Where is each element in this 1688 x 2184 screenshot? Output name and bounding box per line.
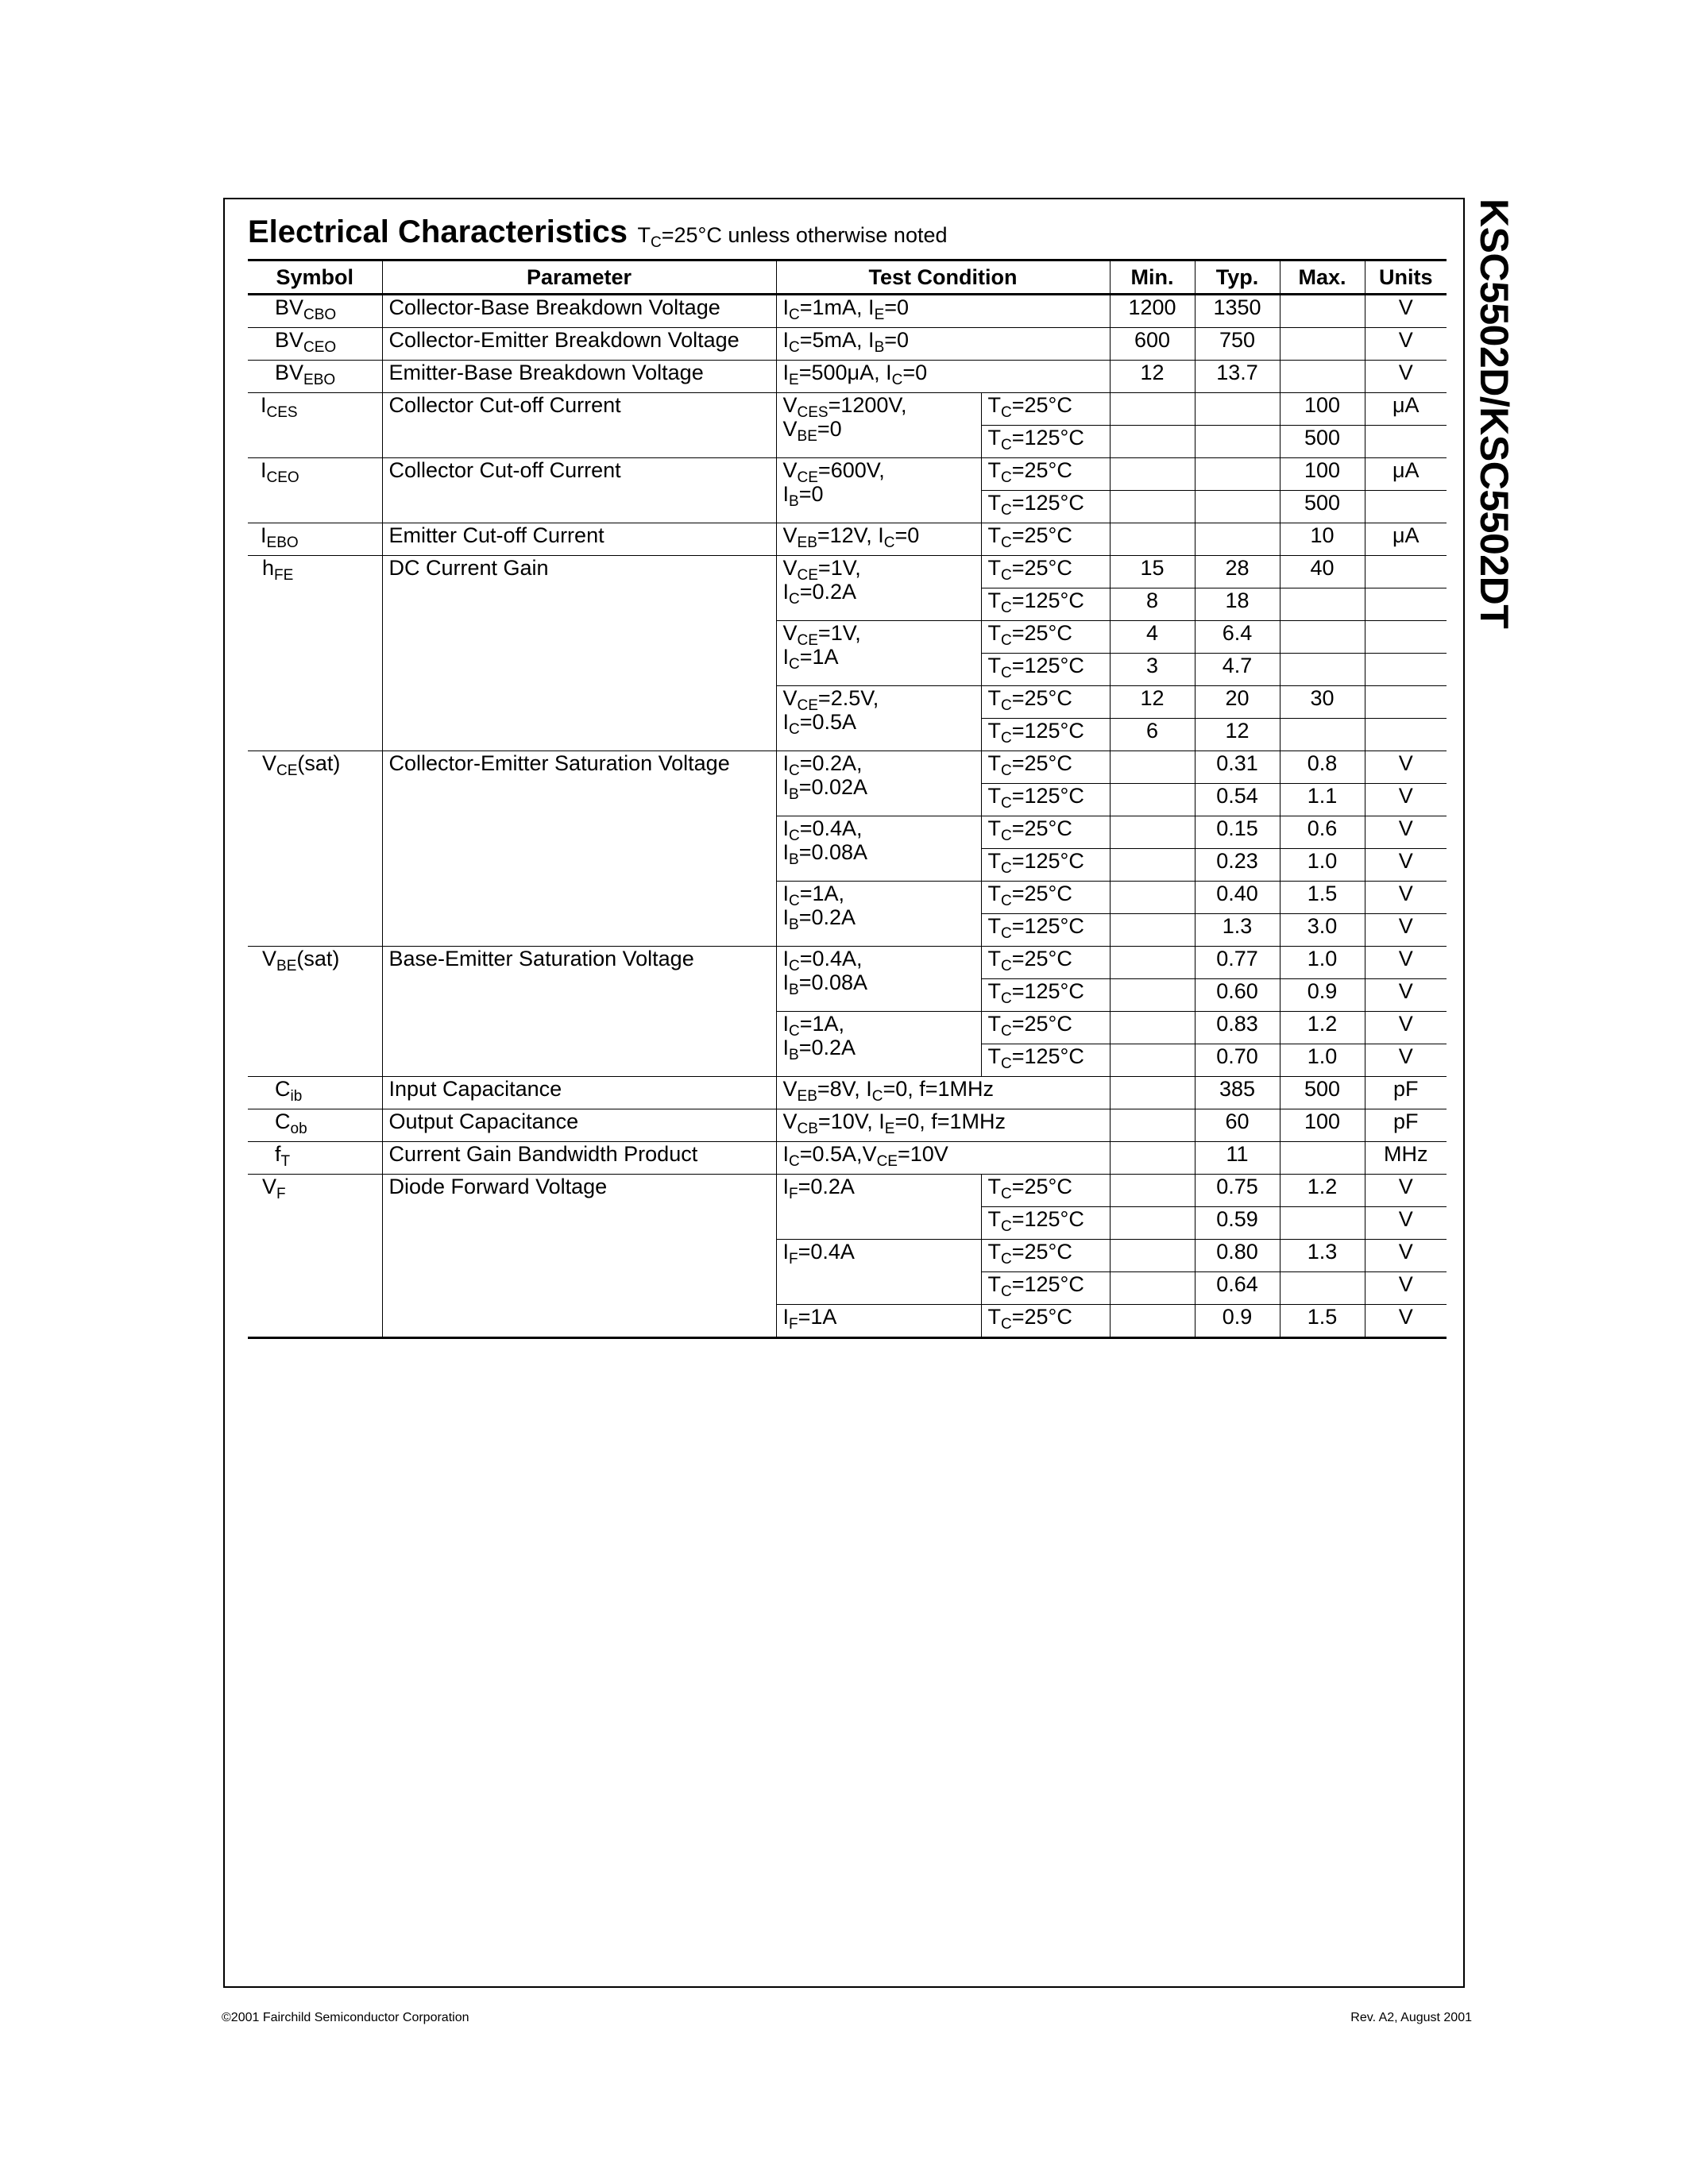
min-value [1110,1077,1195,1109]
unit-value: pF [1365,1109,1447,1142]
unit-value [1365,719,1447,751]
test-condition: $V_{EB}=12V$, $I_C=0$ [776,523,981,556]
typ-value: 11 [1195,1142,1280,1175]
unit-value: μA [1365,523,1447,556]
test-condition: $I_C=1A$, $I_B=0.2A$ [776,882,981,947]
symbol-cell: $h_{FE}$ [248,556,382,751]
table-row [248,947,1447,979]
temperature-condition: $T_C=25^\circ C$ [981,1175,1110,1207]
unit-value: V [1365,784,1447,816]
test-condition: $I_C=0.2A$, $I_B=0.02A$ [776,751,981,816]
parameter-cell: Diode Forward Voltage [382,1175,776,1338]
temperature-condition: $T_C=125^\circ C$ [981,979,1110,1012]
min-value [1110,784,1195,816]
symbol-cell: $I_{CES}$ [248,393,382,458]
table-row [248,1109,1447,1142]
parameter-cell: Emitter-Base Breakdown Voltage [382,361,776,393]
test-condition: $V_{CB}=10V$, $I_E=0$, f=1MHz [776,1109,1110,1142]
unit-value: V [1365,816,1447,849]
max-value: 10 [1280,523,1365,556]
typ-value: 0.83 [1195,1012,1280,1044]
min-value: 6 [1110,719,1195,751]
typ-value: 0.31 [1195,751,1280,784]
max-value: 1.0 [1280,947,1365,979]
table-row [248,458,1447,491]
unit-value: V [1365,328,1447,361]
temperature-condition: $T_C=25^\circ C$ [981,751,1110,784]
section-title [248,214,948,250]
typ-value: 18 [1195,588,1280,621]
typ-value: 0.59 [1195,1207,1280,1240]
table-row [248,393,1447,426]
header-symbol: Symbol [248,260,382,295]
symbol-cell: $I_{CEO}$ [248,458,382,523]
typ-value [1195,523,1280,556]
max-value [1280,621,1365,654]
test-condition: $V_{CE}=2.5V$, $I_C=0.5A$ [776,686,981,751]
temperature-condition: $T_C=25^\circ C$ [981,621,1110,654]
min-value [1110,1207,1195,1240]
symbol-cell: $V_{BE}(sat)$ [248,947,382,1077]
table-row [248,556,1447,588]
max-value [1280,1272,1365,1305]
min-value [1110,1012,1195,1044]
test-condition: $I_C=0.5A,V_{CE}=10V$ [776,1142,1110,1175]
max-value: 1.0 [1280,849,1365,882]
table-row [248,751,1447,784]
temperature-condition: $T_C=125^\circ C$ [981,719,1110,751]
parameter-cell: Collector-Emitter Saturation Voltage [382,751,776,947]
typ-value: 4.7 [1195,654,1280,686]
table-body [248,295,1447,1338]
part-number-side-title: KSC5502D/KSC5502DT [1472,199,1516,629]
unit-value: V [1365,947,1447,979]
typ-value: 0.9 [1195,1305,1280,1338]
typ-value [1195,426,1280,458]
typ-value: 385 [1195,1077,1280,1109]
max-value: 100 [1280,393,1365,426]
unit-value: pF [1365,1077,1447,1109]
max-value [1280,328,1365,361]
max-value [1280,1142,1365,1175]
parameter-cell: DC Current Gain [382,556,776,751]
temperature-condition: $T_C=125^\circ C$ [981,1044,1110,1077]
test-condition: $I_C=1mA$, $I_E=0$ [776,295,1110,328]
max-value: 1.5 [1280,1305,1365,1338]
parameter-cell: Input Capacitance [382,1077,776,1109]
parameter-cell: Collector Cut-off Current [382,458,776,523]
min-value: 1200 [1110,295,1195,328]
max-value: 500 [1280,1077,1365,1109]
symbol-cell: $V_F$ [248,1175,382,1338]
test-condition: $V_{CE}=1V$, $I_C=1A$ [776,621,981,686]
typ-value: 0.64 [1195,1272,1280,1305]
unit-value: V [1365,849,1447,882]
typ-value: 0.54 [1195,784,1280,816]
min-value [1110,1240,1195,1272]
typ-value: 750 [1195,328,1280,361]
min-value [1110,914,1195,947]
max-value: 100 [1280,1109,1365,1142]
temperature-condition: $T_C=125^\circ C$ [981,491,1110,523]
test-condition: $V_{CES}=1200V$, $V_{BE}=0$ [776,393,981,458]
min-value [1110,1142,1195,1175]
symbol-cell: $f_T$ [248,1142,382,1175]
test-condition: $I_F=0.2A$ [776,1175,981,1240]
header-min: Min. [1110,260,1195,295]
temperature-condition: $T_C=125^\circ C$ [981,784,1110,816]
unit-value: V [1365,361,1447,393]
temperature-condition: $T_C=125^\circ C$ [981,849,1110,882]
section-title-text: Electrical Characteristics [248,214,628,249]
unit-value [1365,654,1447,686]
temperature-condition: $T_C=25^\circ C$ [981,947,1110,979]
unit-value: V [1365,882,1447,914]
typ-value: 0.80 [1195,1240,1280,1272]
min-value [1110,1109,1195,1142]
temperature-condition: $T_C=25^\circ C$ [981,523,1110,556]
min-value: 12 [1110,686,1195,719]
table-row [248,328,1447,361]
typ-value: 20 [1195,686,1280,719]
unit-value: V [1365,1012,1447,1044]
test-condition: $I_C=1A$, $I_B=0.2A$ [776,1012,981,1077]
symbol-cell: $I_{EBO}$ [248,523,382,556]
min-value: 8 [1110,588,1195,621]
typ-value: 0.15 [1195,816,1280,849]
parameter-cell: Collector-Base Breakdown Voltage [382,295,776,328]
temperature-condition: $T_C=125^\circ C$ [981,914,1110,947]
unit-value: V [1365,1207,1447,1240]
typ-value [1195,393,1280,426]
max-value: 30 [1280,686,1365,719]
test-condition: $V_{CE}=600V$, $I_B=0$ [776,458,981,523]
temperature-condition: $T_C=25^\circ C$ [981,393,1110,426]
temperature-condition: $T_C=125^\circ C$ [981,426,1110,458]
parameter-cell: Output Capacitance [382,1109,776,1142]
header-typ: Typ. [1195,260,1280,295]
footer-copyright: ©2001 Fairchild Semiconductor Corporation [222,2011,469,2024]
test-condition: $I_F=0.4A$ [776,1240,981,1305]
parameter-cell: Current Gain Bandwidth Product [382,1142,776,1175]
max-value [1280,588,1365,621]
min-value [1110,849,1195,882]
min-value [1110,1305,1195,1338]
table-row [248,1175,1447,1207]
min-value [1110,426,1195,458]
header-max: Max. [1280,260,1365,295]
min-value: 12 [1110,361,1195,393]
max-value: 500 [1280,426,1365,458]
symbol-cell: $BV_{CBO}$ [248,295,382,328]
symbol-cell: $V_{CE}(sat)$ [248,751,382,947]
temperature-condition: $T_C=25^\circ C$ [981,816,1110,849]
unit-value [1365,588,1447,621]
test-condition: $I_C=0.4A$, $I_B=0.08A$ [776,816,981,882]
unit-value: μA [1365,458,1447,491]
temperature-condition: $T_C=25^\circ C$ [981,556,1110,588]
temperature-condition: $T_C=25^\circ C$ [981,1012,1110,1044]
min-value [1110,1175,1195,1207]
typ-value: 12 [1195,719,1280,751]
temperature-condition: $T_C=125^\circ C$ [981,1207,1110,1240]
table-header-row [248,260,1447,295]
unit-value: μA [1365,393,1447,426]
symbol-cell: $BV_{EBO}$ [248,361,382,393]
max-value: 0.8 [1280,751,1365,784]
test-condition: $I_C=5mA$, $I_B=0$ [776,328,1110,361]
max-value: 1.3 [1280,1240,1365,1272]
min-value [1110,523,1195,556]
symbol-cell: $C_{ib}$ [248,1077,382,1109]
min-value [1110,816,1195,849]
min-value [1110,882,1195,914]
max-value [1280,719,1365,751]
section-title-note: $T_C=25^\circ C$ unless otherwise noted [637,223,948,251]
max-value: 3.0 [1280,914,1365,947]
unit-value: V [1365,295,1447,328]
min-value: 15 [1110,556,1195,588]
parameter-cell: Base-Emitter Saturation Voltage [382,947,776,1077]
unit-value: V [1365,751,1447,784]
max-value: 1.2 [1280,1175,1365,1207]
table-row [248,361,1447,393]
test-condition: $V_{CE}=1V$, $I_C=0.2A$ [776,556,981,621]
temperature-condition: $T_C=25^\circ C$ [981,686,1110,719]
parameter-cell: Emitter Cut-off Current [382,523,776,556]
typ-value: 60 [1195,1109,1280,1142]
min-value [1110,491,1195,523]
table-row [248,1077,1447,1109]
min-value [1110,979,1195,1012]
max-value: 0.9 [1280,979,1365,1012]
typ-value: 0.23 [1195,849,1280,882]
typ-value [1195,491,1280,523]
typ-value: 1.3 [1195,914,1280,947]
unit-value [1365,621,1447,654]
symbol-cell: $BV_{CEO}$ [248,328,382,361]
symbol-cell: $C_{ob}$ [248,1109,382,1142]
max-value: 40 [1280,556,1365,588]
temperature-condition: $T_C=125^\circ C$ [981,1272,1110,1305]
min-value: 600 [1110,328,1195,361]
unit-value: V [1365,1272,1447,1305]
unit-value [1365,556,1447,588]
typ-value: 13.7 [1195,361,1280,393]
min-value [1110,1272,1195,1305]
max-value [1280,1207,1365,1240]
max-value [1280,295,1365,328]
unit-value: V [1365,914,1447,947]
table-row [248,295,1447,328]
table-row [248,1142,1447,1175]
typ-value: 28 [1195,556,1280,588]
min-value: 4 [1110,621,1195,654]
max-value: 1.5 [1280,882,1365,914]
test-condition: $I_F=1A$ [776,1305,981,1338]
header-test-condition: Test Condition [776,260,1110,295]
temperature-condition: $T_C=125^\circ C$ [981,588,1110,621]
unit-value: V [1365,1044,1447,1077]
test-condition: $I_C=0.4A$, $I_B=0.08A$ [776,947,981,1012]
unit-value [1365,426,1447,458]
unit-value [1365,686,1447,719]
table-row [248,523,1447,556]
min-value [1110,1044,1195,1077]
typ-value: 0.60 [1195,979,1280,1012]
temperature-condition: $T_C=25^\circ C$ [981,882,1110,914]
unit-value [1365,491,1447,523]
temperature-condition: $T_C=125^\circ C$ [981,654,1110,686]
max-value [1280,654,1365,686]
header-units: Units [1365,260,1447,295]
max-value: 1.0 [1280,1044,1365,1077]
unit-value: V [1365,979,1447,1012]
temperature-condition: $T_C=25^\circ C$ [981,458,1110,491]
test-condition: $V_{EB}=8V$, $I_C=0$, f=1MHz [776,1077,1110,1109]
test-condition: $I_E=500\mu A$, $I_C=0$ [776,361,1110,393]
max-value: 1.2 [1280,1012,1365,1044]
min-value [1110,458,1195,491]
max-value: 500 [1280,491,1365,523]
unit-value: MHz [1365,1142,1447,1175]
electrical-characteristics-table [248,259,1447,1339]
typ-value: 0.70 [1195,1044,1280,1077]
footer-revision: Rev. A2, August 2001 [1350,2011,1472,2024]
typ-value: 0.77 [1195,947,1280,979]
parameter-cell: Collector Cut-off Current [382,393,776,458]
typ-value: 6.4 [1195,621,1280,654]
typ-value: 0.40 [1195,882,1280,914]
unit-value: V [1365,1305,1447,1338]
min-value [1110,947,1195,979]
unit-value: V [1365,1175,1447,1207]
parameter-cell: Collector-Emitter Breakdown Voltage [382,328,776,361]
typ-value: 1350 [1195,295,1280,328]
max-value: 0.6 [1280,816,1365,849]
min-value [1110,393,1195,426]
temperature-condition: $T_C=25^\circ C$ [981,1240,1110,1272]
min-value: 3 [1110,654,1195,686]
header-parameter: Parameter [382,260,776,295]
temperature-condition: $T_C=25^\circ C$ [981,1305,1110,1338]
typ-value: 0.75 [1195,1175,1280,1207]
typ-value [1195,458,1280,491]
unit-value: V [1365,1240,1447,1272]
min-value [1110,751,1195,784]
max-value: 100 [1280,458,1365,491]
max-value: 1.1 [1280,784,1365,816]
max-value [1280,361,1365,393]
